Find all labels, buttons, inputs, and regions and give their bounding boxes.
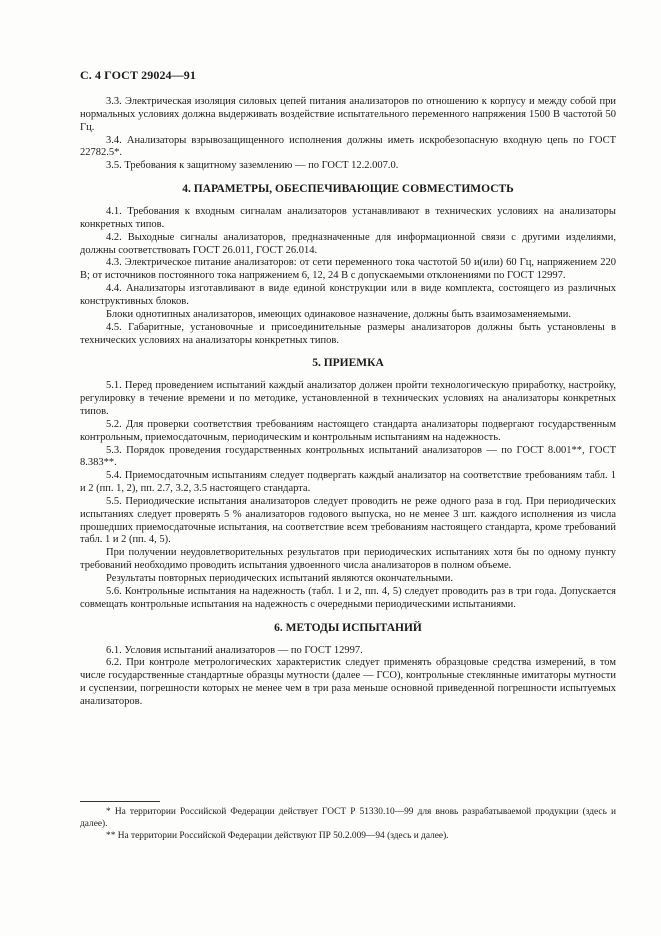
- running-head: С. 4 ГОСТ 29024—91: [80, 68, 196, 82]
- footnote-1: * На территории Российской Федерации действует ГОСТ Р 51330.10—99 для вновь разрабатываемой продукции (здесь и далее).: [80, 807, 616, 830]
- clause-5-3: 5.3. Порядок проведения государственных контрольных испытаний анализаторов — по ГОСТ 8.001**, ГОСТ 8.383**.: [80, 444, 616, 469]
- clause-5-5-cont-2: Результаты повторных периодических испытаний являются окончательными.: [106, 573, 454, 584]
- clause-3-5: 3.5. Требования к защитному заземлению — по ГОСТ 12.2.007.0.: [106, 160, 399, 172]
- clause-5-5: 5.5. Периодические испытания анализаторов следует проводить не реже одного раза в год. При периодических испытаниях следует проверять 5 % анализаторов годового выпуска, но не менее 3 шт. каждого исполнения из числа прошедших приемосдаточные испытания, на соответствие всем требованиям настоящего стандарта, кроме требований табл. 1 и 2 (пп. 4, 5).: [80, 495, 616, 546]
- clause-5-2: 5.2. Для проверки соответствия требованиям настоящего стандарта анализаторы подвергают государственным контрольным, приемосдаточным, периодическим и контрольным испытаниям на надежность.: [80, 418, 616, 443]
- clause-4-4-cont: Блоки однотипных анализаторов, имеющих одинаковое назначение, должны быть взаимозаменяемыми.: [106, 308, 571, 320]
- clause-6-2: 6.2. При контроле метрологических характеристик следует применять образцовые средства измерений, в том числе государственные стандартные образцы мутности (далее — ГСО), контрольные стеклянные имитаторы мутности и суспензии, погрешности которых не менее чем в три раза меньше основной приведенной погрешности испытуемых анализаторов.: [80, 657, 616, 707]
- clause-4-1: 4.1. Требования к входным сигналам анализаторов устанавливают в технических условиях на анализаторы конкретных типов.: [80, 206, 616, 230]
- clause-3-3: 3.3. Электрическая изоляция силовых цепей питания анализаторов по отношению к корпусу и между собой при нормальных условиях должна выдерживать воздействие испытательного переменного напряжения 1500 В частотой 50 Гц.: [80, 96, 616, 133]
- section-6: [80, 622, 616, 709]
- clause-5-5-cont-1: При получении неудовлетворительных результатов при периодических испытаниях хотя бы по одному пункту требований необходимо проводить испытания удвоенного числа анализаторов в полном объеме.: [80, 547, 616, 572]
- clause-3-4: 3.4. Анализаторы взрывозащищенного исполнения должны иметь искробезопасную входную цепь по ГОСТ 22782.5*.: [80, 134, 616, 159]
- clause-4-5: 4.5. Габаритные, установочные и присоединительные размеры анализаторов должны быть установлены в технических условиях на анализаторы конкретных типов.: [80, 321, 616, 346]
- clause-4-3: 4.3. Электрическое питание анализаторов: от сети переменного тока частотой 50 и(или) 60 Гц, напряжением 220 В; от источников постоянного тока напряжением 6, 12, 24 В с допускаемыми отклонениями по ГОСТ 12997.: [80, 257, 616, 282]
- section-3: [80, 96, 616, 173]
- footnote-divider: [80, 801, 160, 802]
- section-5: [80, 357, 616, 611]
- section-4-heading: 4. ПАРАМЕТРЫ, ОБЕСПЕЧИВАЮЩИЕ СОВМЕСТИМОСТЬ: [182, 183, 514, 196]
- section-6-heading: 6. МЕТОДЫ ИСПЫТАНИЙ: [274, 621, 422, 634]
- section-5-heading: 5. ПРИЕМКА: [312, 357, 384, 370]
- footnote-2: ** На территории Российской Федерации действуют ПР 50.2.009—94 (здесь и далее).: [106, 831, 449, 842]
- clause-4-2: 4.2. Выходные сигналы анализаторов, предназначенные для информационной связи с другими изделиями, должны соответствовать ГОСТ 26.011, ГОСТ 26.014.: [80, 231, 616, 256]
- footnotes: [80, 806, 616, 843]
- clause-4-4: 4.4. Анализаторы изготавливают в виде единой конструкции или в виде комплекта, состоящего из различных конструктивных блоков.: [80, 283, 616, 307]
- clause-6-1: 6.1. Условия испытаний анализаторов — по ГОСТ 12997.: [106, 644, 363, 656]
- clause-5-1: 5.1. Перед проведением испытаний каждый анализатор должен пройти технологическую приработку, настройку, регулировку в течение времени и по методике, установленной в технических условиях на анализаторы конкретных типов.: [80, 380, 616, 418]
- body-text: [80, 96, 616, 709]
- clause-5-6: 5.6. Контрольные испытания на надежность (табл. 1 и 2, пп. 4, 5) следует проводить раз в три года. Допускается совмещать контрольные испытания на надежность с очередными периодическими испытаниями.: [80, 585, 616, 610]
- section-4: [80, 183, 616, 347]
- clause-5-4: 5.4. Приемосдаточным испытаниям следует подвергать каждый анализатор на соответствие требованиям табл. 1 и 2 (пп. 1, 2), пп. 2.7, 3.2, 3.5 настоящего стандарта.: [80, 470, 616, 495]
